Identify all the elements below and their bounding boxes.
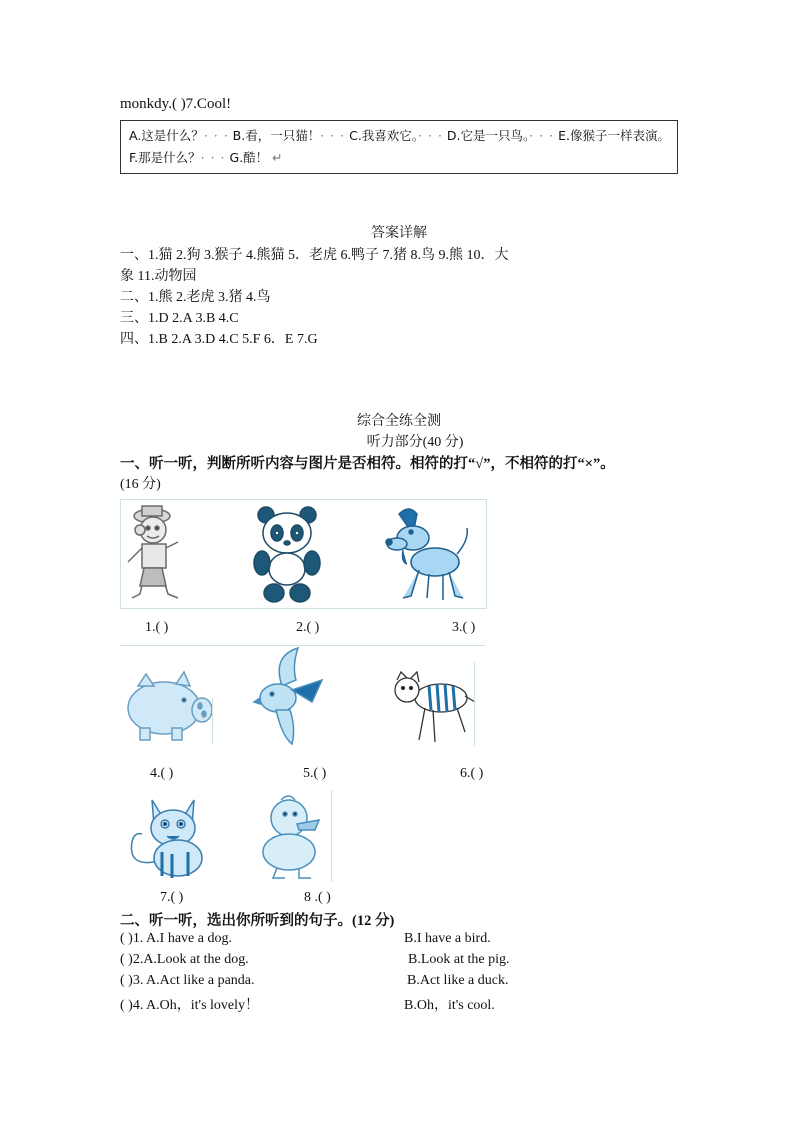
pig-picture [120,670,216,746]
section1-heading: 一、听一听，判断所听内容与图片是否相符。相符的打“√”，不相符的打“×”。 [120,456,615,472]
option-c: C.我喜欢它。 [349,128,419,143]
option-a: A.这是什么？ [129,128,204,143]
separator: · · · [529,128,555,143]
question-4-a: ( )4. A.Oh，it's lovely！ [120,998,260,1013]
option-d: D.它是一只鸟。 [446,128,530,143]
question-2-a: ( )2.A.Look at the dog. [120,952,249,967]
separator: · · · [320,128,346,143]
label-2: 2.( ) [296,620,320,635]
option-g: G.酷！ [229,150,269,165]
label-1: 1.( ) [145,620,169,635]
label-3: 3.( ) [452,620,476,635]
option-e: E.像猴子一样表演。 [558,128,670,143]
tiger-picture [385,662,477,746]
option-b: B.看，一只猫！ [232,128,321,143]
section1-score: (16 分) [120,477,161,492]
label-8: 8 .( ) [304,890,331,905]
option-f: F.那是什么？ [129,150,201,165]
separator: · · · [418,128,443,143]
label-6: 6.( ) [460,766,484,781]
dog-picture [383,504,475,604]
test-subtitle: 听力部分(40 分) [366,435,464,450]
options-box [120,120,678,174]
label-4: 4.( ) [150,766,174,781]
answers-title: 答案详解 [371,225,427,241]
question-1-a: ( )1. A.I have a dog. [120,931,232,946]
label-5: 5.( ) [303,766,327,781]
question-4-b: B.Oh，it's cool. [404,998,495,1013]
return-mark: ↵ [272,150,284,165]
question-3-a: ( )3. A.Act like a panda. [120,973,255,988]
question-3-b: B.Act like a duck. [407,973,509,988]
top-line: monkdy.( )7.Cool! [120,96,232,112]
answers-line-3: 二、1.熊 2.老虎 3.猪 4.鸟 [120,290,271,305]
bird-picture [252,646,328,746]
label-7: 7.( ) [160,890,184,905]
section2-heading: 二、听一听，选出你所听到的句子。(12 分) [120,913,395,929]
separator: · · · [203,128,229,143]
answers-line-5: 四、1.B 2.A 3.D 4.C 5.F 6．E 7.G [120,332,318,347]
options-line-2 [129,147,669,169]
question-2-b: B.Look at the pig. [408,952,510,967]
answers-line-4: 三、1.D 2.A 3.B 4.C [120,311,239,326]
test-title: 综合全练全测 [357,414,441,429]
monkey-picture [120,502,200,606]
panda-picture [250,505,326,605]
separator: · · · [200,150,226,165]
answers-line-1: 一、1.猫 2.狗 3.猴子 4.熊猫 5．老虎 6.鸭子 7.猪 8.鸟 9.熊 10．大 [120,248,509,263]
options-line-1 [129,125,669,147]
duck-picture [255,790,335,882]
answers-line-2: 象 11.动物园 [120,269,197,284]
question-1-b: B.I have a bird. [404,931,491,946]
cat-picture [122,792,220,882]
